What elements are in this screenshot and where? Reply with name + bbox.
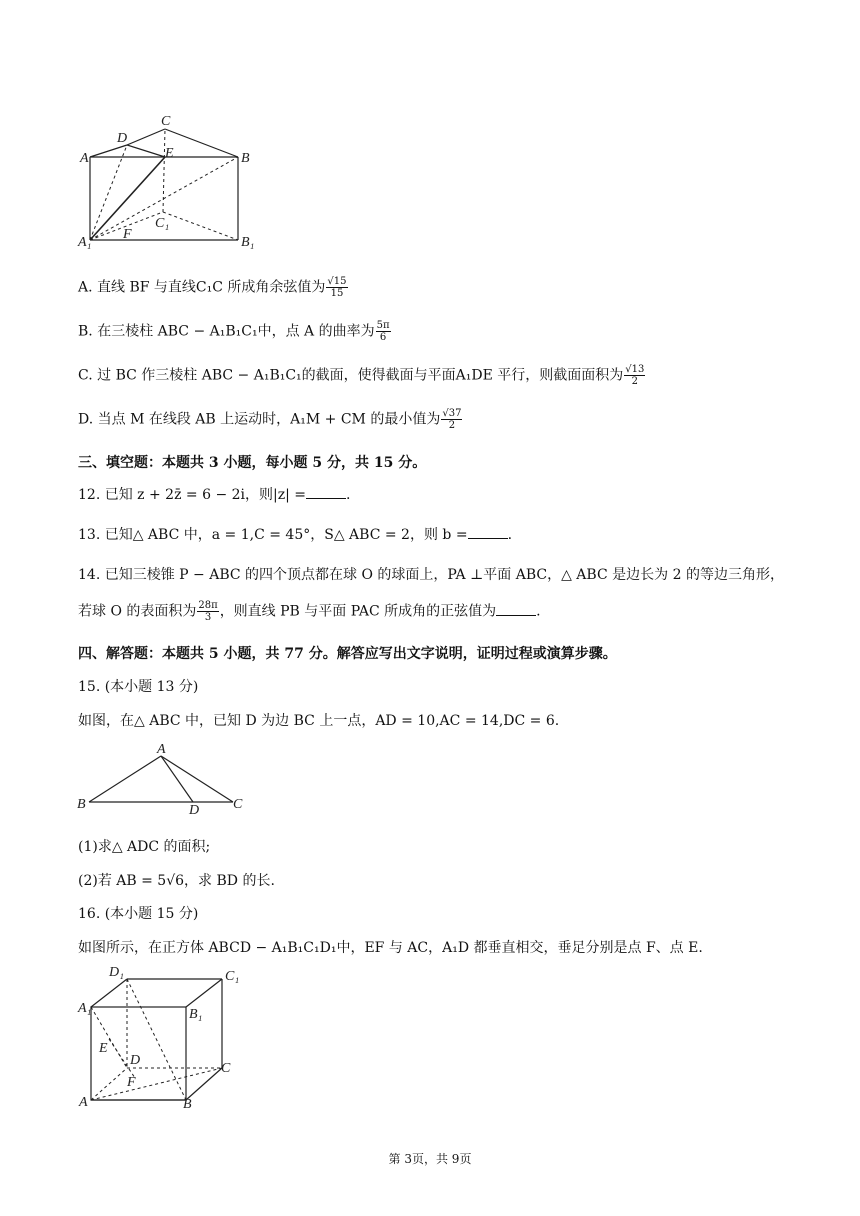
fig1-label-F: F [123,227,132,242]
question-15-part-2: (2)若 AB = 5√6，求 BD 的长. [78,873,275,889]
fig3-label-B1: B₁ [189,1007,203,1022]
fig3-label-D1: D₁ [109,965,124,980]
fig2-label-D: D [189,803,200,818]
question-15-header: 15. (本小题 13 分) [78,679,199,695]
fig1-label-C: C [161,114,171,129]
section-3-heading: 三、填空题：本题共 3 小题，每小题 5 分，共 15 分。 [78,455,427,471]
q12-blank [306,486,346,499]
section-4-heading: 四、解答题：本题共 5 小题，共 77 分。解答应写出文字说明，证明过程或演算步骤。 [78,646,617,662]
option-b: B. 在三棱柱 ABC − A₁B₁C₁中，点 A 的曲率为 $\frac{5\pi}{6}$ [78,320,390,343]
option-b-fraction: $\frac{5\pi}{6}$ [376,320,390,343]
question-13: 13. 已知△ ABC 中，a = 1,C = 45°，S△ ABC = 2，则 b = . [78,527,513,543]
fig3-label-A: A [79,1095,88,1110]
fig1-label-D: D [117,131,128,146]
question-16-body: 如图所示，在正方体 ABCD − A₁B₁C₁D₁中，EF 与 AC，A₁D 都垂直相交，垂足分别是点 F、点 E. [78,940,703,956]
fig3-label-B: B [183,1097,192,1112]
question-12: 12. 已知 z + 2z̄ = 6 − 2i，则|z| = . [78,487,351,503]
question-15-body: 如图，在△ ABC 中，已知 D 为边 BC 上一点，AD = 10,AC = 14,DC = 6. [78,713,560,729]
fig3-label-A1: A₁ [78,1001,92,1016]
fig2-label-A: A [157,742,166,757]
option-c: C. 过 BC 作三棱柱 ABC − A₁B₁C₁的截面，使得截面与平面A₁DE 平行，则截面面积为 $\frac{√13}{2}$ [78,364,645,387]
triangle-figure [75,740,250,820]
fig3-label-C: C [221,1061,231,1076]
page-footer: 第 3页，共 9页 [388,1152,472,1166]
option-a: A. 直线 BF 与直线C₁C 所成角余弦值为 $\frac{√15}{15}$ [78,276,347,299]
option-d-fraction: $\frac{√37}{2}$ [442,408,462,431]
option-d: D. 当点 M 在线段 AB 上运动时，A₁M + CM 的最小值为 $\frac{√37}{2}$ [78,408,462,431]
cube-figure [75,962,245,1112]
fig1-label-E: E [165,146,174,161]
fig1-label-A: A [80,151,89,166]
fig3-label-C1: C₁ [225,969,240,984]
question-14-line-2: 若球 O 的表面积为 $\frac{28\pi}{3}$ ，则直线 PB 与平面 PAC 所成角的正弦值为 . [78,600,541,623]
fig2-label-B: B [77,797,86,812]
q14-fraction: $\frac{28\pi}{3}$ [198,600,218,623]
fig3-label-D: D [130,1053,141,1068]
question-14-line-1: 14. 已知三棱锥 P − ABC 的四个顶点都在球 O 的球面上，PA ⊥平面 ABC，△ ABC 是边长为 2 的等边三角形， [78,567,784,583]
fig1-label-B: B [241,151,250,166]
fig1-label-A1: A₁ [78,235,92,250]
option-a-fraction: $\frac{√15}{15}$ [327,276,347,299]
fig2-label-C: C [233,797,243,812]
q13-blank [468,526,508,539]
question-15-part-1: (1)求△ ADC 的面积; [78,839,211,855]
fig3-label-E: E [99,1041,108,1056]
option-c-fraction: $\frac{√13}{2}$ [625,364,645,387]
question-16-header: 16. (本小题 15 分) [78,906,199,922]
fig1-label-B1: B₁ [241,235,255,250]
fig1-label-C1: C₁ [155,216,170,231]
fig3-label-F: F [127,1075,136,1090]
prism-figure [75,112,265,252]
q14-blank [496,603,536,616]
